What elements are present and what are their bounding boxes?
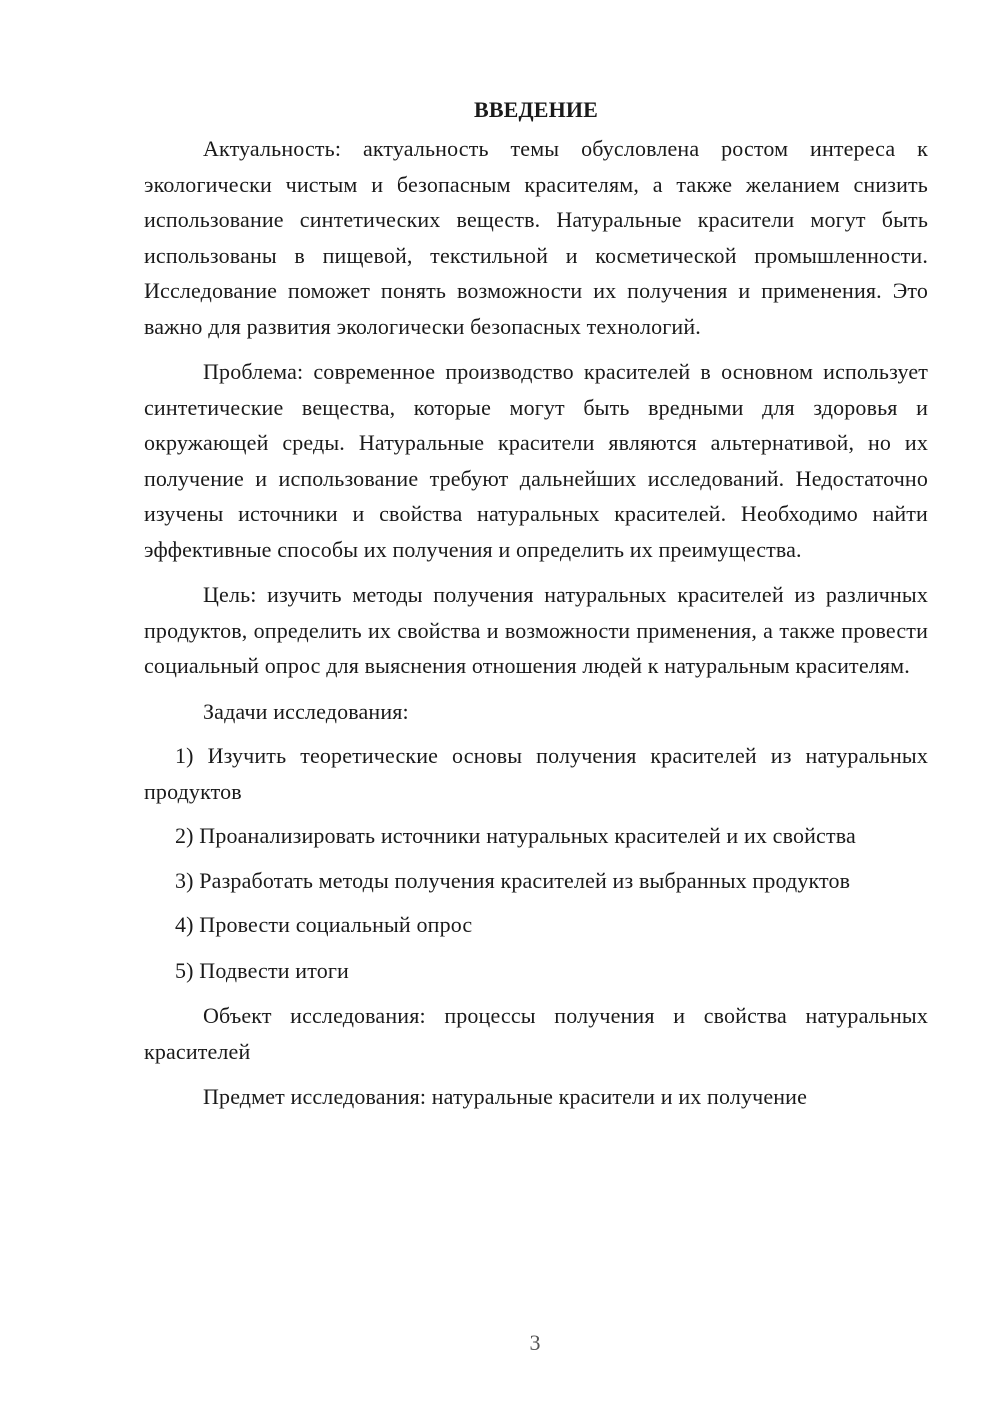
goal-paragraph: Цель: изучить методы получения натуральных красителей из различных продуктов, определить их свойства и возможности применения, а также провести социальный опрос для выяснения отношения людей к натуральным красителям. xyxy=(144,582,928,678)
task-item-1: 1) Изучить теоретические основы получения красителей из натуральных продуктов xyxy=(144,743,928,804)
task-item-4: 4) Провести социальный опрос xyxy=(175,912,473,937)
task-item-2: 2) Проанализировать источники натуральных красителей и их свойства xyxy=(175,823,856,848)
page-number: 3 xyxy=(529,1330,541,1355)
subject-paragraph: Предмет исследования: натуральные красители и их получение xyxy=(203,1084,807,1109)
relevance-paragraph: Актуальность: актуальность темы обусловлена ростом интереса к экологически чистым и безопасным красителям, а также желанием снизить использование синтетических веществ. Натуральные красители могут быть использованы в пищевой, текстильной и косметической промышленности. Исследование поможет понять возможности их получения и применения. Это важно для развития экологически безопасных технологий. xyxy=(144,136,928,339)
object-paragraph: Объект исследования: процессы получения и свойства натуральных красителей xyxy=(144,1003,928,1064)
problem-paragraph: Проблема: современное производство красителей в основном использует синтетические вещества, которые могут быть вредными для здоровья и окружающей среды. Натуральные красители являются альтернативой, но их получение и использование требуют дальнейших исследований. Недостаточно изучены источники и свойства натуральных красителей. Необходимо найти эффективные способы их получения и определить их преимущества. xyxy=(144,359,928,562)
document-page xyxy=(144,92,928,1125)
task-item-3: 3) Разработать методы получения красителей из выбранных продуктов xyxy=(175,867,851,893)
page-title: ВВЕДЕНИЕ xyxy=(474,97,598,122)
task-item-5: 5) Подвести итоги xyxy=(175,957,349,983)
tasks-heading: Задачи исследования: xyxy=(203,698,409,724)
